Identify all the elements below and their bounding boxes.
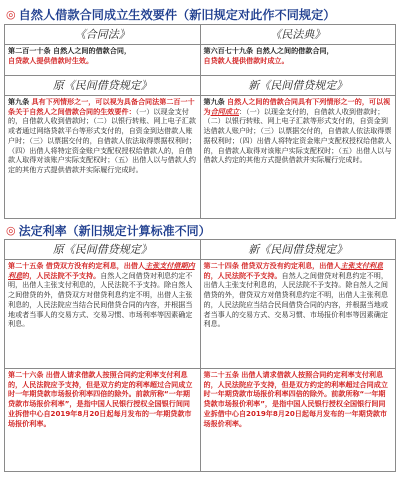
old-article-9: [5, 96, 201, 219]
article-highlight: 借贷双方没有约定利息，出借人: [241, 261, 341, 270]
new-rules-header: 新《民间借贷规定》: [200, 76, 396, 96]
article-highlight: 的，人民法院不予支持。: [203, 270, 282, 280]
article-body: （一）以现金支付的，自借款人收到借款时；（二）以银行转账、网上电子汇款或者通过网络贷款平台等形式支付的，自资金到达借款人账户时；（三）以票据交付的，自借款人依法取得票据权利时；（四）出借人将特定资金账户支配权授权给借款人的，自借款人取得对该账户实际支配权时；（五）出借人以与借款人约定的其他方式提供借款并实际履行完成时。: [8, 106, 196, 174]
article-highlight: 借贷双方没有约定利息，出借人: [45, 261, 146, 270]
section2-title: 法定利率（新旧规定计算标准不同）: [18, 223, 211, 238]
article-text: 第六百七十九条 自然人之间的借款合同，: [203, 46, 334, 55]
article-highlight: 出借人请求借款人按照合同约定利率支付利息的，人民法院应予支持，但是双方约定的利率超过合同成立时一年期贷款市场报价利率四倍的除外。前款所称“一年期贷款市场报价利率”，是指中国人民银行授权全国银行间同业拆借中心自2019年8月20日起每月发布的一年期贷款市场报价利率。: [8, 370, 193, 428]
article-body: 自然人之间借贷对利息约定不明，出借人主张支付利息的，人民法院不予支持。除自然人之间借贷的外，借贷双方对借贷利息约定不明，出借人主张利息的，人民法院应当结合民间借贷合同的内容，并根据当地或者当事人的交易方式、交易习惯、市场报价利率等因素确定利息。: [203, 270, 388, 329]
article-number: 第九条: [203, 97, 225, 106]
old-rules-header: 原《民间借贷规定》: [5, 76, 201, 96]
section1-title: 自然人借款合同成立生效要件（新旧规定对此作不同规定）: [18, 7, 336, 22]
new-rules-header: 新《民间借贷规定》: [200, 240, 396, 260]
table-row: [5, 45, 396, 76]
contract-law-header: 《合同法》: [5, 25, 201, 45]
article-highlight: 自然人之间的借款合同具有下列情形之一的，可以视为: [203, 97, 391, 116]
section1-heading: [0, 4, 400, 24]
underlined-term: 主张支付借期内利息: [8, 261, 195, 280]
article-number: 第二十四条: [203, 261, 239, 270]
target-bullet-icon: ◎: [6, 7, 16, 21]
article-highlight: 具有下列情形之一，可以视为具备合同法第二百一十条关于自然人之间借款合同的生效要件：: [8, 97, 195, 116]
new-article-24: [200, 260, 396, 369]
article-body: ：（一）以现金支付的，自借款人收到借款时；（二）以银行转账、网上电子汇款等形式支付的，自资金到达借款人账户时；（三）以票据交付的，自借款人依法取得票据权利时；（四）出借人将特定资金账户支配权授权给借款人的，自借款人取得对该账户实际支配权时；（五）出借人以与借款人约定的其他方式提供借款并实际履行完成时。: [203, 106, 392, 165]
article-number: 第二十五条: [8, 261, 44, 270]
table-row: [5, 260, 396, 369]
section2-table: [4, 239, 396, 472]
civil-code-article: [200, 45, 396, 76]
article-body: 自然人之间借贷对利息约定不明，出借人主张支付利息的，人民法院不予支持。除自然人之间借贷的外，借贷双方对借贷利息约定不明，出借人主张利息的，人民法院应当结合民间借贷合同的内容，并根据当地或者当事人的交易方式、交易习惯、市场利率等因素确定利息。: [8, 270, 193, 329]
table-row: [5, 240, 396, 260]
table-row: [5, 25, 396, 45]
civil-code-header: 《民法典》: [200, 25, 396, 45]
contract-law-article: [5, 45, 201, 76]
article-highlight: 自贷款人提供借款时成立。: [203, 55, 289, 65]
table-row: [5, 369, 396, 472]
old-article-26: [5, 369, 201, 472]
article-number: 第二十六条: [8, 370, 44, 379]
article-number: 第九条: [8, 97, 30, 106]
page: [0, 4, 400, 497]
article-highlight: 自贷款人提供借款时生效。: [8, 55, 94, 65]
table-row: [5, 96, 396, 219]
old-rules-header: 原《民间借贷规定》: [5, 240, 201, 260]
new-article-25: [200, 369, 396, 472]
section2-heading: [0, 221, 400, 239]
article-highlight: 出借人请求借款人按照合同约定利率支付利息的，人民法院应予支持，但是双方约定的利率超过合同成立时一年期贷款市场报价利率四倍的除外。前款所称“一年期贷款市场报价利率”，是指中国人民银行授权全国银行间同业拆借中心自2019年8月20日起每月发布的一年期贷款市场报价利率。: [203, 370, 388, 428]
new-article-9: [200, 96, 396, 219]
table-row: [5, 76, 396, 96]
old-article-25: [5, 260, 201, 369]
underlined-term: 合同成立: [210, 106, 239, 116]
section1-table: [4, 24, 396, 219]
article-highlight: 的，人民法院不予支持。: [22, 270, 101, 280]
target-bullet-icon: ◎: [6, 223, 16, 237]
article-text: 第二百一十条 自然人之间的借款合同，: [8, 46, 132, 55]
article-number: 第二十五条: [203, 370, 239, 379]
underlined-term: 主张支付利息: [340, 261, 384, 270]
